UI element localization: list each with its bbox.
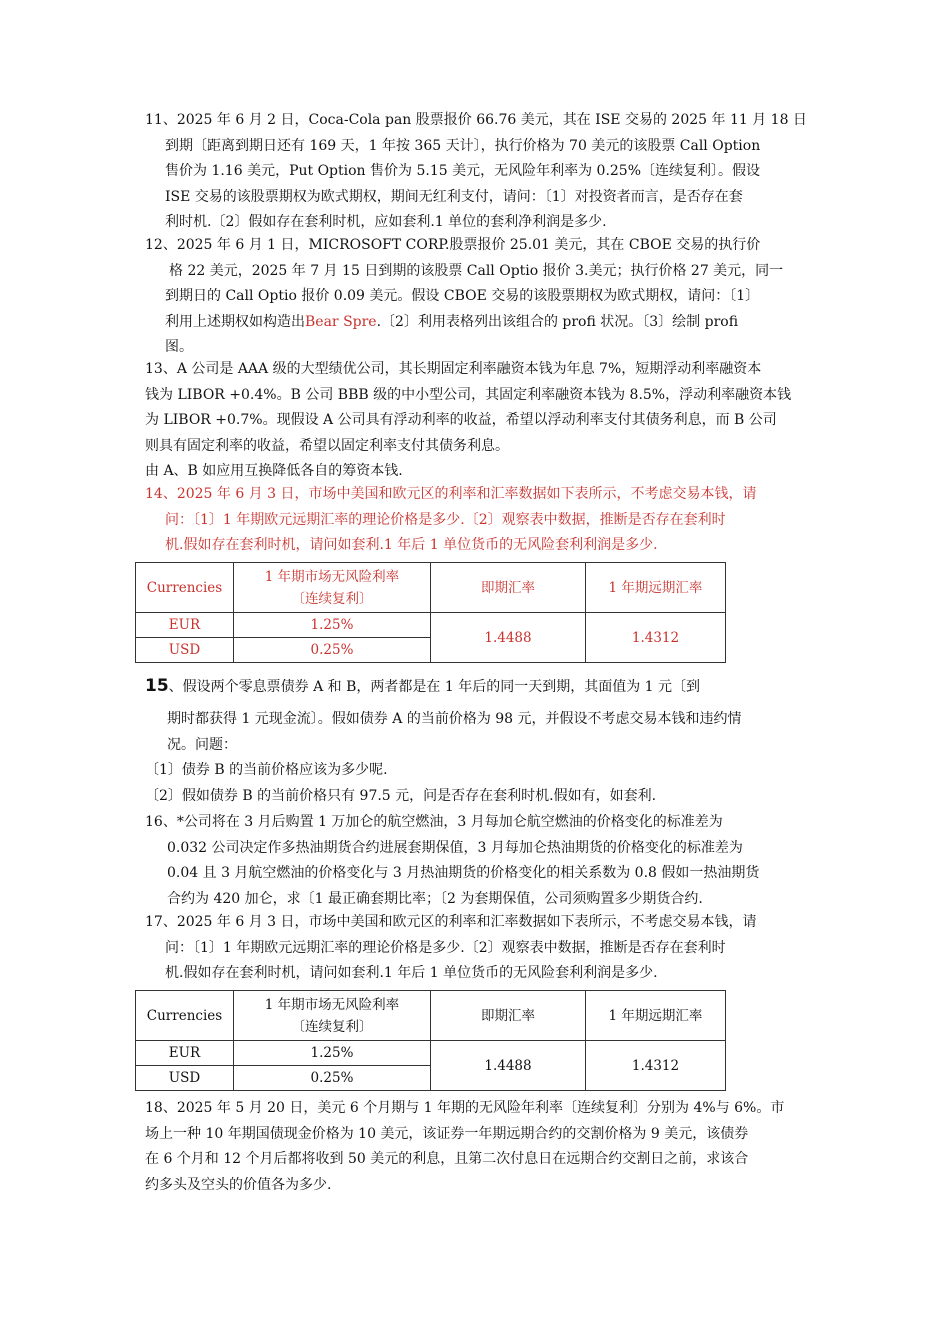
question-11 [145,108,827,236]
q13-line-3: 为 LIBOR +0.7%。现假设 A 公司具有浮动利率的收益，希望以浮动利率支付其债务利息，而 B 公司 [145,412,777,429]
header-currencies: Currencies [136,991,234,1041]
header-forward-rate: 1 年期远期汇率 [586,563,726,613]
header-risk-free-rate [234,991,431,1041]
question-12 [145,233,827,361]
cell-eur: EUR [136,1041,234,1066]
cell-usd: USD [136,1066,234,1091]
q12-line-1: 12、2025 年 6 月 1 日，MICROSOFT CORP.股票报价 25.01 美元，其在 CBOE 交易的执行价 [145,237,761,253]
q15-line-5: 〔2〕假如债券 B 的当前价格只有 97.5 元，问是否存在套利时机.假如有，如套利. [145,787,657,804]
q14-line-2: 问：〔1〕1 年期欧元远期汇率的理论价格是多少.〔2〕观察表中数据，推断是否存在套利时 [165,511,726,528]
cell-forward-value: 1.4312 [586,1041,726,1091]
cell-usd: USD [136,638,234,663]
q16-line-3: 0.04 且 3 月航空燃油的价格变化与 3 月热油期货的价格变化的相关系数为 0.8 假如一热油期货 [167,865,760,882]
cell-usd-rate: 0.25% [234,638,431,663]
q11-line-4: ISE 交易的该股票期权为欧式期权，期间无红利支付，请问：〔1〕对投资者而言，是否存在套 [165,188,743,205]
q12-line-4 [145,310,827,336]
q15-line-1 [145,672,827,701]
q18-line-3: 在 6 个月和 12 个月后都将收到 50 美元的利息，且第二次付息日在远期合约交割日之前，求该合 [145,1151,749,1168]
q11-line-2: 到期〔距离到期日还有 169 天，1 年按 365 天计〕，执行价格为 70 美元的该股票 Call Option [165,137,761,154]
q12-line-5: 图。 [165,339,193,356]
q12-line-3: 到期日的 Call Optio 报价 0.09 美元。假设 CBOE 交易的该股票期权为欧式期权，请问：〔1〕 [165,288,760,305]
header-forward-rate: 1 年期远期汇率 [586,991,726,1041]
rates-table-1 [135,562,726,663]
cell-usd-rate: 0.25% [234,1066,431,1091]
q15-number: 15 [145,676,169,696]
q15-line-2: 期时都获得 1 元现金流〕。假如债券 A 的当前价格为 98 元，并假设不考虑交易本钱和违约情 [167,711,742,727]
question-17 [145,910,827,987]
q13-line-4: 则具有固定利率的收益，希望以固定利率支付其债务利息。 [145,437,509,454]
rates-table-2 [135,990,726,1091]
q11-line-3: 售价为 1.16 美元，Put Option 售价为 5.15 美元，无风险年利率为 0.25%〔连续复利〕。假设 [165,163,761,180]
header-risk-free-rate [234,563,431,613]
q13-line-5: 由 A、B 如应用互换降低各自的筹资本钱. [145,463,403,480]
cell-eur-rate: 1.25% [234,613,431,638]
header-risk-free-rate-line-2: 〔连续复利〕 [291,1018,373,1035]
header-spot-rate: 即期汇率 [431,563,586,613]
q12-line-4-end: .〔2〕利用表格列出该组合的 profi 状况。〔3〕绘制 profi [376,313,739,330]
q12-line-4-start: 利用上述期权如构造出 [165,313,305,330]
q13-line-1: 13、A 公司是 AAA 级的大型绩优公司，其长期固定利率融资本钱为年息 7%，短期浮动利率融资本 [145,361,762,377]
question-18 [145,1096,827,1198]
q14-line-3: 机.假如存在套利时机，请问如套利.1 年后 1 单位货币的无风险套利利润是多少. [165,537,658,554]
question-15 [145,672,827,809]
header-currencies: Currencies [136,563,234,613]
q18-line-4: 约多头及空头的价值各为多少. [145,1176,332,1193]
header-spot-rate: 即期汇率 [431,991,586,1041]
q12-line-2: 格 22 美元，2025 年 7 月 15 日到期的该股票 Call Optio 报价 3.美元；执行价格 27 美元，同一 [169,262,784,279]
header-risk-free-rate-line-1: 1 年期市场无风险利率 [264,996,400,1013]
q15-line-4: 〔1〕债券 B 的当前价格应该为多少呢. [145,762,388,779]
q18-line-1: 18、2025 年 5 月 20 日，美元 6 个月期与 1 年期的无风险年利率〔连续复利〕分别为 4%与 6%。市 [145,1100,785,1116]
question-14 [145,482,827,559]
q16-line-2: 0.032 公司决定作多热油期货合约进展套期保值，3 月每加仑热油期货的价格变化的标准差为 [167,839,743,856]
cell-spot-value: 1.4488 [431,1041,586,1091]
q18-line-2: 场上一种 10 年期国债现金价格为 10 美元，该证券一年期远期合约的交割价格为 9 美元，该债券 [145,1125,749,1142]
q17-line-3: 机.假如存在套利时机，请问如套利.1 年后 1 单位货币的无风险套利利润是多少. [165,965,658,982]
question-13 [145,357,827,485]
q16-line-1: 16、*公司将在 3 月后购置 1 万加仑的航空燃油，3 月每加仑航空燃油的价格变化的标准差为 [145,814,723,830]
cell-spot-value: 1.4488 [431,613,586,663]
q11-line-5: 利时机.〔2〕假如存在套利时机，应如套利.1 单位的套利净利润是多少. [165,214,607,231]
q16-line-4: 合约为 420 加仑，求〔1 最正确套期比率；〔2 为套期保值，公司须购置多少期货合约. [167,890,703,907]
cell-eur: EUR [136,613,234,638]
q11-line-1: 11、2025 年 6 月 2 日，Coca-Cola pan 股票报价 66.76 美元，其在 ISE 交易的 2025 年 11 月 18 日 [145,112,807,128]
q13-line-2: 钱为 LIBOR +0.4%。B 公司 BBB 级的中小型公司，其固定利率融资本钱为 8.5%，浮动利率融资本钱 [145,386,792,403]
cell-forward-value: 1.4312 [586,613,726,663]
header-risk-free-rate-line-2: 〔连续复利〕 [291,590,373,607]
bear-spread-term: Bear Spre [305,313,377,330]
cell-eur-rate: 1.25% [234,1041,431,1066]
header-risk-free-rate-line-1: 1 年期市场无风险利率 [264,568,400,585]
question-16 [145,810,827,912]
q17-line-1: 17、2025 年 6 月 3 日，市场中美国和欧元区的利率和汇率数据如下表所示，不考虑交易本钱，请 [145,914,757,930]
q14-line-1: 14、2025 年 6 月 3 日，市场中美国和欧元区的利率和汇率数据如下表所示，不考虑交易本钱，请 [145,486,757,502]
q15-line-1-text: 、假设两个零息票债券 A 和 B，两者都是在 1 年后的同一天到期，其面值为 1 元〔到 [168,679,701,695]
q17-line-2: 问：〔1〕1 年期欧元远期汇率的理论价格是多少.〔2〕观察表中数据，推断是否存在套利时 [165,939,726,956]
q15-line-3: 况。问题： [167,736,237,753]
